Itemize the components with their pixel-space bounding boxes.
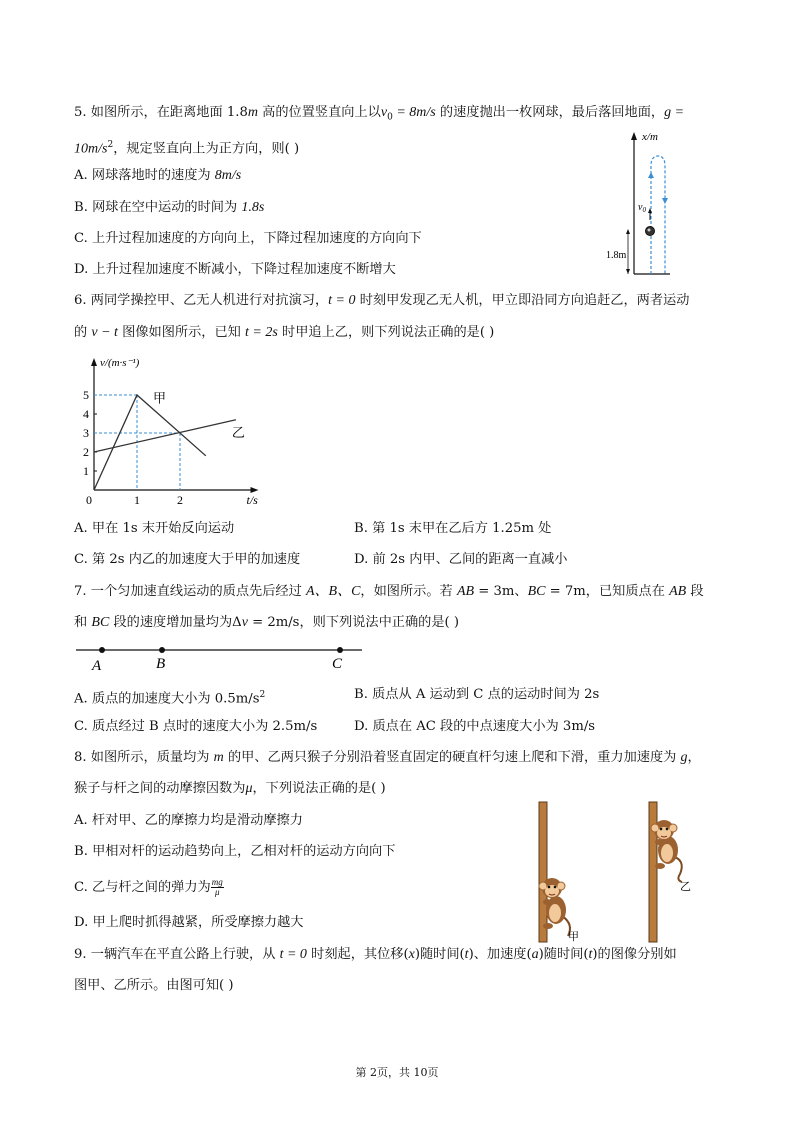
- q8-option-a: A. 杆对甲、乙的摩擦力均是滑动摩擦力: [74, 813, 303, 828]
- monkey-yi-label: 乙: [680, 881, 691, 893]
- q5-stem-line2: $10m/s^2$，规定竖直向上为正方向，则( ): [74, 140, 300, 157]
- q8-monkeys-figure: [530, 798, 720, 948]
- point-b: [159, 647, 165, 653]
- pole-left: [539, 802, 547, 942]
- point-a: [99, 647, 105, 653]
- q7-option-a: A. 质点的加速度大小为 $0.5m/s^2$: [74, 690, 266, 707]
- page-footer: 第 2页，共 10页: [355, 1066, 439, 1079]
- series-label-jia: 甲: [153, 390, 167, 406]
- monkey-jia-label: 甲: [568, 931, 579, 943]
- svg-text:v0: [638, 202, 646, 214]
- q6-vt-chart: [74, 352, 284, 508]
- series-line-jia: [94, 395, 206, 490]
- q8-option-d: D. 甲上爬时抓得越紧，所受摩擦力越大: [74, 915, 304, 930]
- point-c: [337, 647, 343, 653]
- y-tick-label: 5: [83, 388, 89, 402]
- q9-stem-line1: 9. 一辆汽车在平直公路上行驶，从 t = 0 时刻起，其位移(x)随时间(t)、加速度(a)随时间(t)的图像分别如: [74, 947, 677, 962]
- y-tick-label: 1: [83, 464, 89, 478]
- q9-stem-line2: 图甲、乙所示。由图可知( ): [74, 978, 234, 993]
- y-axis-label: v/(m·s⁻¹): [100, 357, 140, 369]
- q7-option-c: C. 质点经过 B 点时的速度大小为 2.5m/s: [74, 719, 318, 734]
- q5-figure-ball-trajectory: [600, 128, 690, 280]
- pole-right: [649, 802, 657, 942]
- q5-height-label: 1.8m: [606, 250, 627, 261]
- x-axis-label: t/s: [246, 493, 258, 507]
- series-label-yi: 乙: [231, 424, 245, 440]
- q8-option-c: C. 乙与杆之间的弹力为 $\frac{mg}{\mu}$: [74, 877, 223, 897]
- q7-stem-line2: 和 BC 段的速度增加量均为Δv = 2m/s，则下列说法中正确的是( ): [74, 615, 459, 630]
- y-tick-label: 4: [83, 407, 89, 421]
- y-axis-arrow: [91, 358, 97, 366]
- series-line-yi: [94, 420, 236, 452]
- q8-stem-line1: 8. 如图所示，质量均为 m 的甲、乙两只猴子分别沿着竖直固定的硬直杆匀速上爬和下滑，重力加速度为 g，: [74, 750, 701, 765]
- q5-option-b: B. 网球在空中运动的时间为 1.8s: [74, 200, 265, 215]
- q7-points-figure: [74, 640, 366, 674]
- point-a-label: A: [92, 658, 102, 674]
- q5-axis-label: x/m: [642, 131, 658, 143]
- q7-option-b: B. 质点从 A 运动到 C 点的运动时间为 2s: [354, 687, 600, 702]
- q7-option-d: D. 质点在 AC 段的中点速度大小为 3m/s: [354, 719, 596, 734]
- q5-option-d: D. 上升过程加速度不断减小，下降过程加速度不断增大: [74, 262, 396, 277]
- q6-option-a: A. 甲在 1s 末开始反向运动: [74, 521, 235, 536]
- point-c-label: C: [332, 656, 343, 672]
- q6-option-c: C. 第 2s 内乙的加速度大于甲的加速度: [74, 552, 301, 567]
- q5-v0-sub: 0: [642, 206, 646, 214]
- q5-v0-label: v: [638, 202, 643, 213]
- x-tick-label: 0: [86, 493, 92, 507]
- point-b-label: B: [156, 656, 166, 672]
- y-tick-label: 3: [83, 426, 89, 440]
- q7-stem-line1: 7. 一个匀加速直线运动的质点先后经过 A、B、C，如图所示。若 AB = 3m、BC = 7m，已知质点在 AB 段: [74, 584, 704, 599]
- q8-stem-line2: 猴子与杆之间的动摩擦因数为μ，下列说法正确的是( ): [74, 781, 386, 796]
- q6-option-b: B. 第 1s 末甲在乙后方 1.25m 处: [354, 521, 552, 536]
- q6-stem-line1: 6. 两同学操控甲、乙无人机进行对抗演习，t = 0 时刻甲发现乙无人机，甲立即沿同方向追赶乙，两者运动: [74, 293, 690, 308]
- q5-stem-line1: 5. 如图所示，在距离地面 1.8m 高的位置竖直向上以$v_0 = 8m/s$ 的速度抛出一枚网球，最后落回地面，g =: [74, 105, 685, 123]
- x-tick-label: 1: [134, 493, 140, 507]
- q6-stem-line2: 的 v − t 图像如图所示，已知 t = 2s 时甲追上乙，则下列说法正确的是( ): [74, 325, 495, 340]
- y-tick-label: 2: [83, 445, 89, 459]
- q5-option-c: C. 上升过程加速度的方向向上，下降过程加速度的方向向下: [74, 231, 422, 246]
- q8-option-b: B. 甲相对杆的运动趋势向上，乙相对杆的运动方向向下: [74, 844, 396, 859]
- q6-option-d: D. 前 2s 内甲、乙间的距离一直减小: [354, 552, 568, 567]
- x-tick-label: 2: [177, 493, 183, 507]
- q5-option-a: A. 网球落地时的速度为 8m/s: [74, 168, 242, 183]
